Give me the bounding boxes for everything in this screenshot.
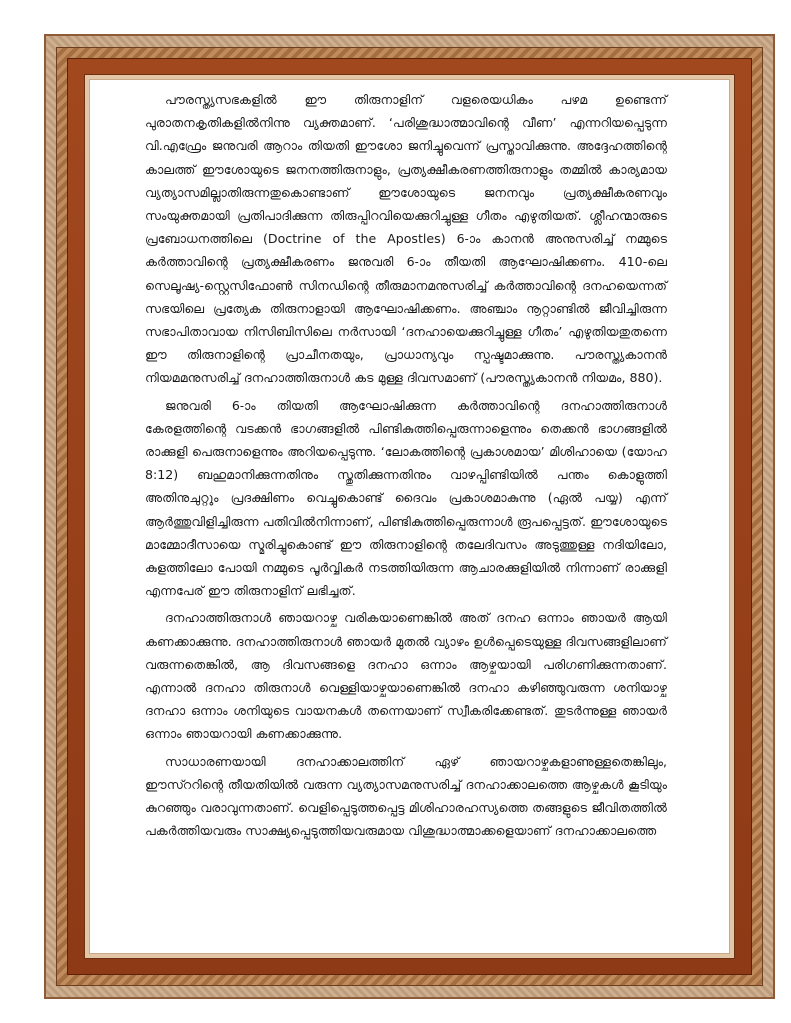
body-text: [145, 88, 667, 847]
paragraph-1: പൗരസ്ത്യസഭകളിൽ ഈ തിരുനാളിന് വളരെയധികം പഴമ ഉണ്ടെന്ന് പുരാതനകൃതികളിൽനിന്നു വ്യക്തമാണ്. ‘പരിശുദ്ധാത്മാവിന്റെ വീണ’ എന്നറിയപ്പെടുന്ന വി.എഫ്രേം ജനുവരി ആറാം തിയതി ഈശോ ജനിച്ചുവെന്ന് പ്രസ്താവിക്കുന്നു. അദ്ദേഹത്തിന്റെ കാലത്ത് ഈശോയുടെ ജനനത്തിരുനാളും, പ്രത്യക്ഷീകരണത്തിരുനാളും തമ്മിൽ കാര്യമായ വ്യത്യാസമില്ലാതിരുന്നതുകൊണ്ടാണ് ഈശോയുടെ ജനനവും പ്രത്യക്ഷീകരണവും സംയുക്തമായി പ്രതിപാദിക്കുന്ന തിരുപ്പിറവിയെക്കുറിച്ചുള്ള ഗീതം എഴുതിയത്. ശ്ലീഹന്മാരുടെ പ്രബോധനത്തിലെ (Doctrine of the Apostles) 6-ാം കാനൻ അനുസരിച്ച് നമ്മുടെ കർത്താവിന്റെ പ്രത്യക്ഷീകരണം ജനുവരി 6-ാം തീയതി ആഘോഷിക്കണം. 410-ലെ സെലൂഷ്യ-സ്റ്റെസിഫോൺ സിനഡിന്റെ തീരുമാനമനുസരിച്ച് കർത്താവിന്റെ ദനഹയെന്നത് സഭയിലെ പ്രത്യേക തിരുനാളായി ആഘോഷിക്കണം. അഞ്ചാം നൂറ്റാണ്ടിൽ ജീവിച്ചിരുന്ന സഭാപിതാവായ നിസിബിസിലെ നർസായി ‘ദനഹായെക്കുറിച്ചുള്ള ഗീതം’ എഴുതിയതുതന്നെ ഈ തിരുനാളിന്റെ പ്രാചീനതയും, പ്രാധാന്യവും സ്പഷ്ടമാക്കുന്നു. പൗരസ്ത്യകാനൻ നിയമമനുസരിച്ച് ദനഹാത്തിരുനാൾ കട മുള്ള ദിവസമാണ് (പൗരസ്ത്യകാനൻ നിയമം, 880).: [145, 92, 667, 386]
paragraph-4: സാധാരണയായി ദനഹാക്കാലത്തിന് ഏഴ് ഞായറാഴ്ചകളാണുള്ളതെങ്കിലും, ഈസ്ററിന്റെ തീയതിയിൽ വരുന്ന വ്യത്യാസമനുസരിച്ച് ദനഹാക്കാലത്തെ ആഴ്ചകൾ കൂടിയും കുറഞ്ഞും വരാവുന്നതാണ്. വെളിപ്പെടുത്തപ്പെട്ട മിശിഹാരഹസ്യത്തെ തങ്ങളുടെ ജീവിതത്തിൽ പകർത്തിയവരും സാക്ഷ്യപ്പെടുത്തിയവരുമായ വിശുദ്ധാത്മാക്കളെയാണ് ദനഹാക്കാലത്തെ: [145, 753, 667, 839]
paragraph-3: ദനഹാത്തിരുനാൾ ഞായറാഴ്ച വരികയാണെങ്കിൽ അത് ദനഹ ഒന്നാം ഞായർ ആയി കണക്കാക്കുന്നു. ദനഹാത്തിരുനാൾ ഞായർ മുതൽ വ്യാഴം ഉൾപ്പെടെയുള്ള ദിവസങ്ങളിലാണ് വരുന്നതെങ്കിൽ, ആ ദിവസങ്ങളെ ദനഹാ ഒന്നാം ആഴ്ചയായി പരിഗണിക്കുന്നതാണ്. എന്നാൽ ദനഹാ തിരുനാൾ വെള്ളിയാഴ്ചയാണെങ്കിൽ ദനഹാ കഴിഞ്ഞുവരുന്ന ശനിയാഴ്ച ദനഹാ ഒന്നാം ശനിയുടെ വായനകൾ തന്നെയാണ് സ്വീകരിക്കേണ്ടത്. തുടർന്നുള്ള ഞായർ ഒന്നാം ഞായറായി കണക്കാക്കുന്നു.: [145, 610, 667, 742]
paragraph-2: ജനുവരി 6-ാം തിയതി ആഘോഷിക്കുന്ന കർത്താവിന്റെ ദനഹാത്തിരുനാൾ കേരളത്തിന്റെ വടക്കൻ ഭാഗങ്ങളിൽ പിണ്ടികുത്തിപ്പെരുന്നാളെന്നും തെക്കൻ ഭാഗങ്ങളിൽ രാക്കുളി പെരുനാളെന്നും അറിയപ്പെടുന്നു. ‘ലോകത്തിന്റെ പ്രകാശമായ’ മിശിഹായെ (യോഹ 8:12) ബഹുമാനിക്കുന്നതിനും സ്തുതിക്കുന്നതിനും വാഴപ്പിണ്ടിയിൽ പന്തം കൊളുത്തി അതിനുചുറ്റും പ്രദക്ഷിണം വെച്ചുകൊണ്ട് ദൈവം പ്രകാശമാകുന്നു (ഏൽ പയ്യ) എന്ന് ആർത്തുവിളിച്ചിരുന്ന പതിവിൽനിന്നാണ്, പിണ്ടികുത്തിപ്പെരുന്നാൾ രൂപപ്പെട്ടത്. ഈശോയുടെ മാമ്മോദീസായെ സ്മരിച്ചുകൊണ്ട് ഈ തിരുനാളിന്റെ തലേദിവസം അടുത്തുള്ള നദിയിലോ, കുളത്തിലോ പോയി നമ്മുടെ പൂർവ്വികർ നടത്തിയിരുന്ന ആചാരക്കുളിയിൽ നിന്നാണ് രാക്കുളി എന്നപേര് ഈ തിരുനാളിന് ലഭിച്ചത്.: [145, 397, 667, 599]
